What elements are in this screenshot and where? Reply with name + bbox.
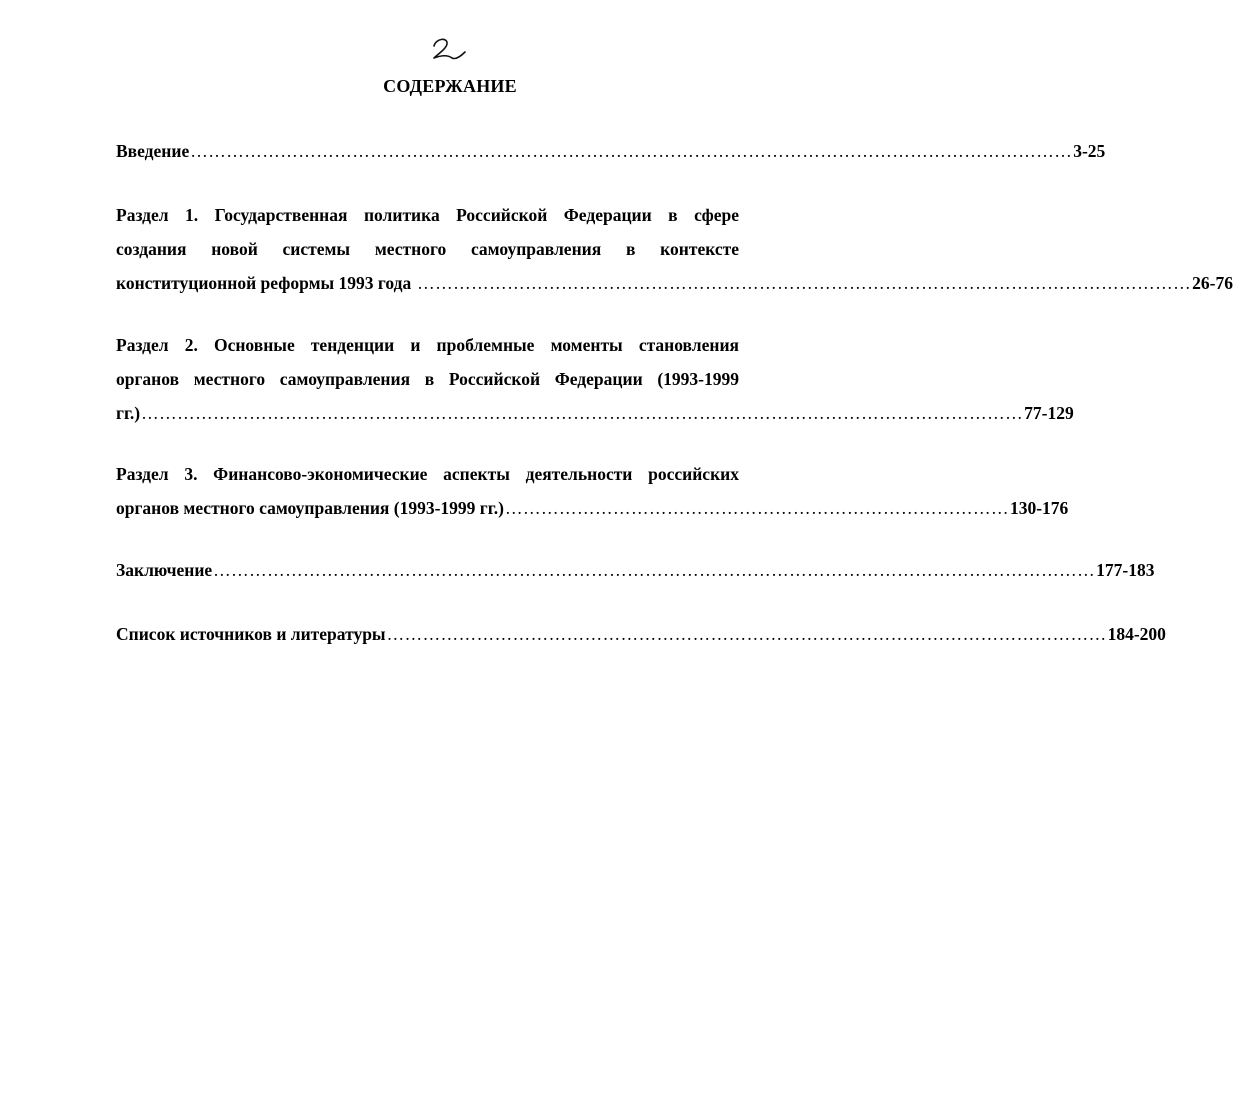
dot-leader: ………………………………………………………………………………………………………………… [412,273,1192,293]
dot-leader: ………………………………………………………………………………………………………………………………… [213,560,1096,580]
dot-leader: ………………………………………………………………………… [504,498,1009,518]
toc-entry-pages: 184-200 [1107,624,1166,644]
toc-entry-pages: 177-183 [1096,560,1155,580]
toc-entry-introduction [116,134,1106,168]
toc-entry-pages: 26-76 [1192,273,1233,293]
toc-entry-line: Раздел 1. Государственная политика Российской Федерации в сфере [116,205,739,225]
toc-entry-title: Заключение [116,560,213,580]
toc-entry-line: Раздел 3. Финансово-экономические аспекты деятельности российских [116,464,739,484]
toc-entry-section-2 [116,328,1074,430]
toc-entry-line: Раздел 2. Основные тенденции и проблемные моменты становления [116,335,739,355]
toc-entry-line [116,396,1074,430]
toc-entry-line [116,266,1233,300]
toc-entry-section-3 [116,457,1069,525]
toc-entry-line [116,617,1166,651]
toc-entry-bibliography [116,617,1166,651]
toc-entry-line: органов местного самоуправления в Российской Федерации (1993-1999 [116,369,739,389]
dot-leader: ………………………………………………………………………………………………………………………………… [141,403,1024,423]
toc-entry-pages: 3-25 [1073,141,1106,161]
dot-leader: ………………………………………………………………………………………………………………………………… [190,141,1073,161]
toc-entry-line [116,134,1106,168]
toc-entry-title: органов местного самоуправления (1993-1999 гг.) [116,498,504,518]
toc-entry-pages: 77-129 [1024,403,1074,423]
toc-entry-title: конституционной реформы 1993 года [116,273,412,293]
toc-entry-title: Список источников и литературы [116,624,386,644]
toc-entry-line [116,553,1155,587]
toc-entry-title: гг.) [116,403,141,423]
toc-entry-line [116,491,1069,525]
toc-entry-pages: 130-176 [1009,498,1069,518]
toc-entry-title: Введение [116,141,190,161]
dot-leader: ………………………………………………………………………………………………………… [386,624,1107,644]
toc-entry-line: создания новой системы местного самоуправления в контексте [116,239,739,259]
toc-entry-section-1 [116,198,1233,300]
toc-entry-conclusion [116,553,1155,587]
handwritten-page-number [428,34,468,64]
page-title: СОДЕРЖАНИЕ [383,76,517,96]
